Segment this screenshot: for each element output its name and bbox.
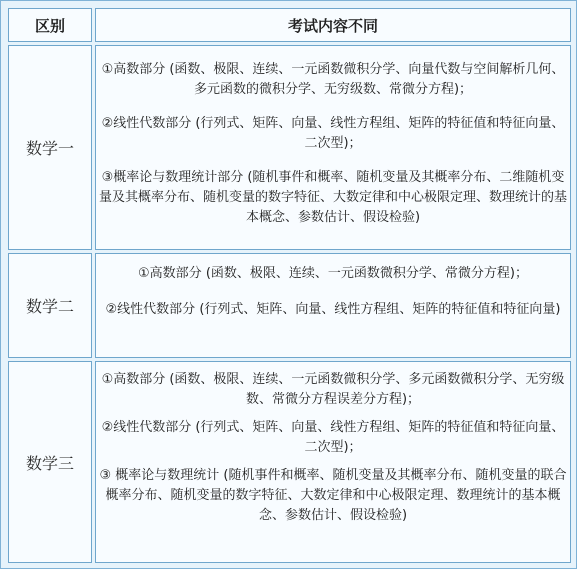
- header-row: [8, 8, 571, 42]
- table-row: [8, 253, 571, 358]
- list-item: ③概率论与数理统计部分 (随机事件和概率、随机变量及其概率分布、二维随机变量及其概率分布、随机变量的数字特征、大数定律和中心极限定理、数理统计的基本概念、参数估计、假设检验): [98, 170, 567, 225]
- row-content: [95, 45, 571, 250]
- list-item: ①高数部分 (函数、极限、连续、一元函数微积分学、多元函数微积分学、无穷级数、常微分方程误差分方程)；: [101, 372, 565, 407]
- row-content: [95, 361, 571, 563]
- row-label: 数学三: [8, 361, 92, 563]
- list-item: ②线性代数部分 (行列式、矩阵、向量、线性方程组、矩阵的特征值和特征向量、二次型)；: [101, 116, 565, 151]
- list-item: ②线性代数部分 (行列式、矩阵、向量、线性方程组、矩阵的特征值和特征向量): [105, 302, 561, 317]
- row-content: [95, 253, 571, 358]
- list-item: ③ 概率论与数理统计 (随机事件和概率、随机变量及其概率分布、随机变量的联合概率分布、随机变量的数字特征、大数定律和中心极限定理、数理统计的基本概念、参数估计、假设检验): [99, 468, 567, 523]
- comparison-table: [5, 5, 574, 566]
- list-item: ①高数部分 (函数、极限、连续、一元函数微积分学、常微分方程)；: [138, 266, 528, 281]
- header-cell-category: 区别: [8, 8, 92, 42]
- table-row: [8, 361, 571, 563]
- list-item: ①高数部分 (函数、极限、连续、一元函数微积分学、向量代数与空间解析几何、多元函数的微积分学、无穷级数、常微分方程)；: [101, 62, 565, 97]
- row-label: 数学二: [8, 253, 92, 358]
- header-cell-content: 考试内容不同: [95, 8, 571, 42]
- row-label: 数学一: [8, 45, 92, 250]
- table-row: [8, 45, 571, 250]
- list-item: ②线性代数部分 (行列式、矩阵、向量、线性方程组、矩阵的特征值和特征向量、二次型)；: [101, 420, 565, 455]
